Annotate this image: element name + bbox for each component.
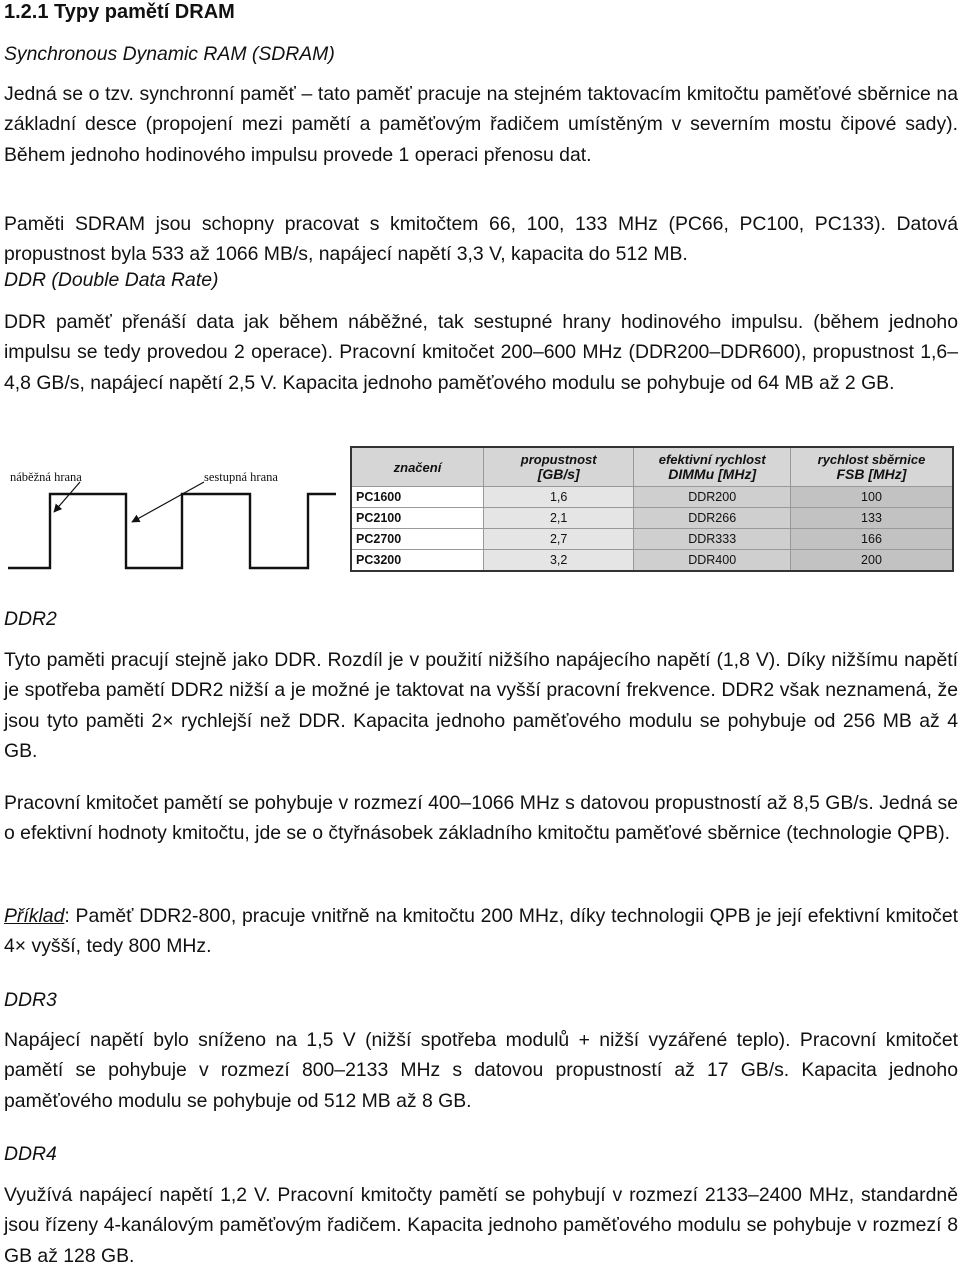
table-header-row [351, 447, 953, 487]
column-header: rychlost sběrnice FSB [MHz] [790, 447, 953, 487]
table-cell: PC2700 [351, 528, 483, 549]
falling-edge-arrow [132, 482, 204, 522]
ddr3-paragraph-1: Napájecí napětí bylo sníženo na 1,5 V (nižší spotřeba modulů + nižší vyzářené teplo). Pracovní kmitočet pamětí se pohybuje v rozmezí 800–2133 MHz s datovou propustností až 17 GB/s. Kapacita jednoho paměťového modulu se pohybuje od 512 MB až 8 GB. [4, 1029, 958, 1112]
section-heading: 1.2.1 Typy pamětí DRAM [4, 1, 235, 23]
ddr-spec-table [350, 446, 954, 572]
table-cell: 3,2 [483, 549, 634, 571]
table-cell: DDR400 [634, 549, 791, 571]
table-cell: DDR266 [634, 507, 791, 528]
ddr3-title: DDR3 [4, 989, 57, 1011]
table-row [351, 487, 953, 508]
falling-edge-label: sestupná hrana [204, 470, 278, 484]
rising-edge-arrow [54, 482, 80, 512]
table-row [351, 507, 953, 528]
table-cell: 133 [790, 507, 953, 528]
ddr4-title: DDR4 [4, 1143, 57, 1165]
table-cell: PC1600 [351, 487, 483, 508]
clock-waveform-figure [8, 446, 338, 576]
ddr-title: DDR (Double Data Rate) [4, 269, 219, 291]
example-text: : Paměť DDR2-800, pracuje vnitřně na kmitočtu 200 MHz, díky technologii QPB je její efektivní kmitočet 4× vyšší, tedy 800 MHz. [4, 905, 958, 958]
table-row [351, 528, 953, 549]
ddr2-paragraph-2: Pracovní kmitočet pamětí se pohybuje v rozmezí 400–1066 MHz s datovou propustností až 8,5 GB/s. Jedná se o efektivní hodnoty kmitočtu, jde se o čtyřnásobek základního kmitočtu paměťové sběrnice (technologie QPB). [4, 792, 958, 845]
table-row [351, 549, 953, 571]
table-cell: DDR333 [634, 528, 791, 549]
table-cell: 2,7 [483, 528, 634, 549]
column-header: značení [351, 447, 483, 487]
ddr-paragraph-1: DDR paměť přenáší data jak během náběžné, tak sestupné hrany hodinového impulsu. (během jednoho impulsu se tedy provedou 2 operace). Pracovní kmitočet 200–600 MHz (DDR200–DDR600), propustnost 1,6–4,8 GB/s, napájecí napětí 2,5 V. Kapacita jednoho paměťového modulu se pohybuje od 64 MB až 2 GB. [4, 311, 958, 394]
ddr4-paragraph-1: Využívá napájecí napětí 1,2 V. Pracovní kmitočty pamětí se pohybují v rozmezí 2133–2400 MHz, standardně jsou řízeny 4-kanálovým paměťovým řadičem. Kapacita jednoho paměťového modulu se pohybuje v rozmezí 8 GB až 128 GB. [4, 1184, 958, 1267]
sdram-paragraph-2: Paměti SDRAM jsou schopny pracovat s kmitočtem 66, 100, 133 MHz (PC66, PC100, PC133). Datová propustnost byla 533 až 1066 MB/s, napájecí napětí 3,3 V, kapacita do 512 MB. [4, 213, 958, 266]
example-label: Příklad [4, 905, 65, 927]
column-header: propustnost [GB/s] [483, 447, 634, 487]
sdram-title: Synchronous Dynamic RAM (SDRAM) [4, 43, 335, 65]
table-cell: PC3200 [351, 549, 483, 571]
table-cell: 166 [790, 528, 953, 549]
table-cell: 100 [790, 487, 953, 508]
column-header: efektivní rychlost DIMMu [MHz] [634, 447, 791, 487]
sdram-paragraph-1: Jedná se o tzv. synchronní paměť – tato paměť pracuje na stejném taktovacím kmitočtu paměťové sběrnice na základní desce (propojení mezi pamětí a paměťovým řadičem umístěným v severním mostu čipové sady). Během jednoho hodinového impulsu provede 1 operaci přenosu dat. [4, 83, 958, 166]
ddr2-paragraph-1: Tyto paměti pracují stejně jako DDR. Rozdíl je v použití nižšího napájecího napětí (1,8 V). Díky nižšímu napětí je spotřeba pamětí DDR2 nižší a je možné je taktovat na vyšší pracovní frekvence. DDR2 však neznamená, že jsou tyto paměti 2× rychlejší než DDR. Kapacita jednoho paměťového modulu se pohybuje od 256 MB až 4 GB. [4, 649, 958, 763]
table-cell: 1,6 [483, 487, 634, 508]
table-cell: DDR200 [634, 487, 791, 508]
table-cell: PC2100 [351, 507, 483, 528]
clock-signal-line [8, 494, 336, 568]
table-cell: 2,1 [483, 507, 634, 528]
rising-edge-label: náběžná hrana [10, 470, 82, 484]
ddr2-title: DDR2 [4, 608, 57, 630]
ddr2-example [4, 901, 958, 962]
clock-waveform [8, 446, 338, 576]
table-cell: 200 [790, 549, 953, 571]
